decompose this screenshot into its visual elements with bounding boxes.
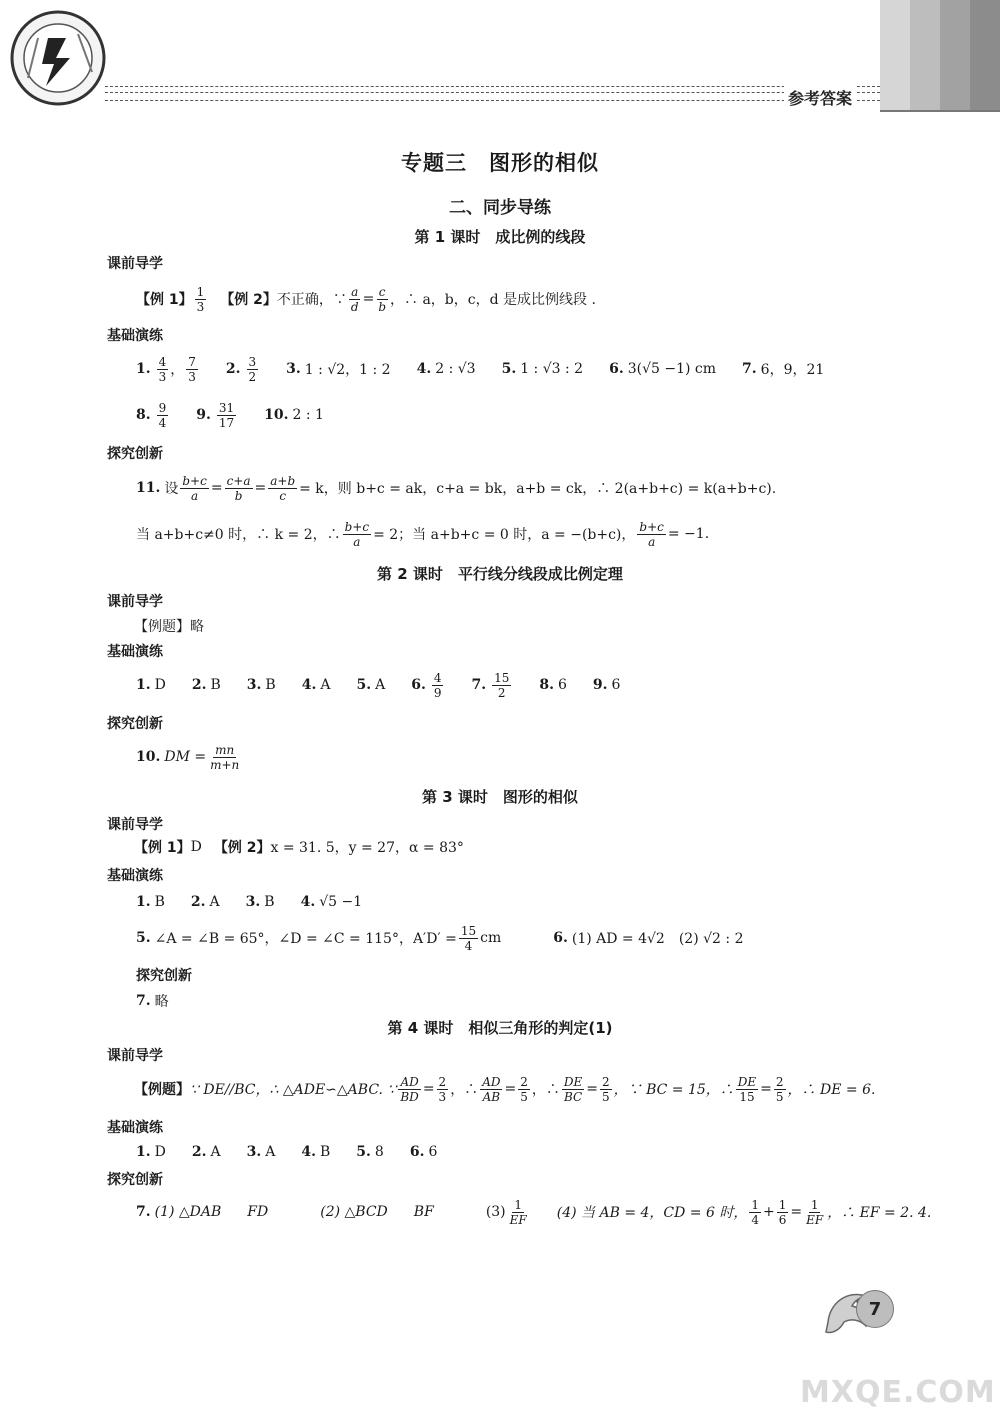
lesson1-sec-basic: 基础演练 <box>107 328 163 344</box>
page-title: 专题三 图形的相似 <box>401 151 599 175</box>
lesson3-basic-row2: 5. ∠A = ∠B = 65°，∠D = ∠C = 115°，A′D′ = $\frac{15}{4}$ cm 6. (1) AD = 4√2 (2) √2 : 2 <box>136 923 744 953</box>
lesson3-sec-explore: 探究创新 <box>136 968 192 984</box>
lesson1-q11-line1: 11. 设 $\frac{b+c}{a}$ = $\frac{c+a}{b}$ = $\frac{a+b}{c}$ = k，则 b+c = ak，c+a = bk，a+b = ck，∴ 2(a+b+c) = k(a+b+c). <box>136 473 777 503</box>
lesson2-q10: 10. DM = $\frac{mn}{m+n}$ <box>136 742 240 772</box>
lesson3-heading: 第 3 课时 图形的相似 <box>422 788 578 806</box>
page-number: 7 <box>868 1298 882 1320</box>
lesson1-q11-line2: 当 a+b+c≠0 时，∴ k = 2，∴ $\frac{b+c}{a}$ = 2；当 a+b+c = 0 时，a = −(b+c)， $\frac{b+c}{a}$ = −1. <box>136 519 710 549</box>
page-subtitle: 二、同步导练 <box>449 198 551 218</box>
lesson3-sec-basic: 基础演练 <box>107 868 163 884</box>
lesson1-heading: 第 1 课时 成比例的线段 <box>414 228 586 246</box>
lesson4-sec-explore: 探究创新 <box>107 1172 163 1188</box>
lesson1-sec-explore: 探究创新 <box>107 446 163 462</box>
answer-key-label: 参考答案 <box>784 86 856 109</box>
lesson2-sec-pre: 课前导学 <box>107 594 163 610</box>
lesson1-basic-row2: 8. $\frac{9}{4}$ 9. $\frac{31}{17}$ 10. 2 : 1 <box>136 400 324 430</box>
lesson4-sec-basic: 基础演练 <box>107 1120 163 1136</box>
lesson4-heading: 第 4 课时 相似三角形的判定(1) <box>387 1019 613 1037</box>
lesson2-heading: 第 2 课时 平行线分线段成比例定理 <box>377 565 623 583</box>
lesson2-example: 【例题】略 <box>134 619 204 635</box>
lesson2-basic-row: 1. D 2. B 3. B 4. A 5. A 6. $\frac{4}{9}$ 7. $\frac{15}{2}$ 8. 6 9. 6 <box>136 670 621 700</box>
lesson3-example: 【例 1】 D 【例 2】 x = 31. 5，y = 27，α = 83° <box>134 839 464 856</box>
lesson4-sec-pre: 课前导学 <box>107 1048 163 1064</box>
page-number-badge <box>856 1290 894 1328</box>
lesson4-basic-row: 1. D 2. A 3. A 4. B 5. 8 6. 6 <box>136 1144 438 1160</box>
lesson1-example-line: 【例 1】 $\frac{1}{3}$ 【例 2】 不正确，∵ $\frac{a}{d}$ = $\frac{c}{b}$ ，∴ a，b，c，d 是成比例线段 . <box>136 284 596 314</box>
logo <box>8 8 108 108</box>
lesson2-sec-explore: 探究创新 <box>107 716 163 732</box>
lesson3-sec-pre: 课前导学 <box>107 817 163 833</box>
lesson4-example: 【例题】 ∵ DE//BC，∴ △ADE∽△ABC. ∵ $\frac{AD}{BD}$ = $\frac{2}{3}$ ，∴ $\frac{AD}{AB}$ = $\frac{2}{5}$ ，∴ $\frac{DE}{BC}$ = $\frac{2}{5}$ ，∵ BC = 15，∴ $\frac{DE}{15}$ = $\frac{2}{5}$ ，∴ DE = 6. <box>134 1074 876 1104</box>
lesson1-basic-row1: 1. $\frac{4}{3}$ ， $\frac{7}{3}$ 2. $\frac{3}{2}$ 3. 1 : √2，1 : 2 4. 2 : √3 5. 1 : √3 : 2 6. 3(√5 −1) cm 7. 6，9，21 <box>136 354 825 384</box>
watermark: MXQE.COM <box>800 1375 996 1410</box>
lesson1-sec-pre: 课前导学 <box>107 256 163 272</box>
lesson4-q7: 7. (1) △DAB FD (2) △BCD BF (3) $\frac{1}{EF}$ (4) 当 AB = 4，CD = 6 时， $\frac{1}{4}$ + $\frac{1}{6}$ = $\frac{1}{EF}$ ，∴ EF = 2. 4. <box>136 1197 932 1227</box>
lesson3-basic-row1: 1. B 2. A 3. B 4. √5 −1 <box>136 894 363 910</box>
lesson3-q7: 7. 略 <box>136 993 169 1010</box>
lesson2-sec-basic: 基础演练 <box>107 644 163 660</box>
